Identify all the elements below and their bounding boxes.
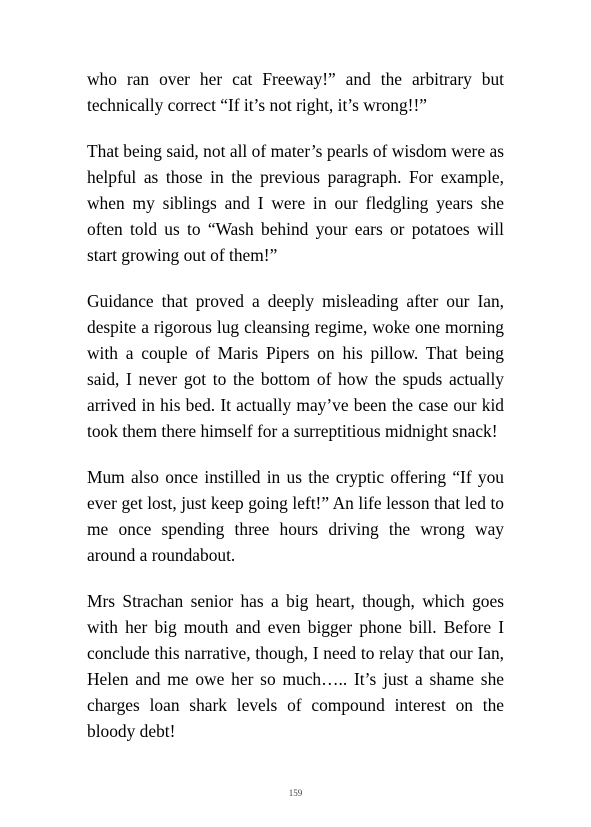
paragraph-4: Mum also once instilled in us the cryptic offering “If you ever get lost, just keep going left!” An life lesson that led to me once spending three hours driving the wrong way around a roundabout.: [87, 467, 504, 565]
paragraph-5: Mrs Strachan senior has a big heart, though, which goes with her big mouth and even bigger phone bill. Before I conclude this narrative, though, I need to relay that our Ian, Helen and me owe her so much….. It’s just a shame she charges loan shark levels of compound interest on the bloody debt!: [87, 591, 504, 741]
body-text: [87, 66, 504, 764]
paragraph-3: Guidance that proved a deeply misleading after our Ian, despite a rigorous lug cleansing regime, woke one morning with a couple of Maris Pipers on his pillow. That being said, I never got to the bottom of how the spuds actually arrived in his bed. It actually may’ve been the case our kid took them there himself for a surreptitious midnight snack!: [87, 291, 504, 441]
paragraph-2: That being said, not all of mater’s pearls of wisdom were as helpful as those in the previous paragraph. For example, when my siblings and I were in our fledgling years she often told us to “Wash behind your ears or potatoes will start growing out of them!”: [87, 141, 504, 265]
page-number: 159: [288, 788, 303, 798]
paragraph-1: who ran over her cat Freeway!” and the arbitrary but technically correct “If it’s not right, it’s wrong!!”: [87, 69, 504, 115]
